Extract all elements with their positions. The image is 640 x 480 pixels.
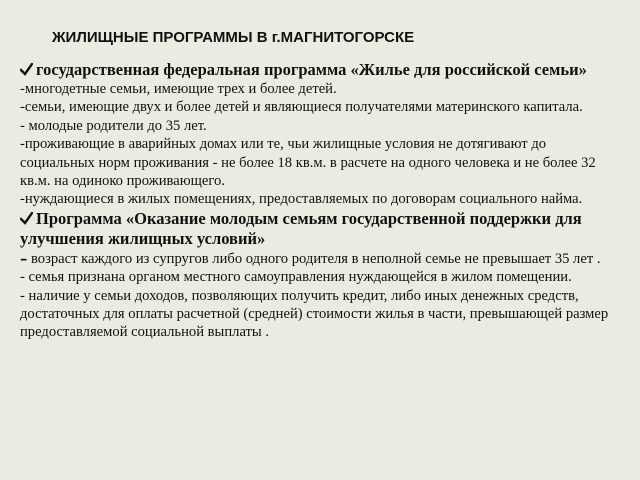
list-item: - семья признана органом местного самоуправления нуждающейся в жилом помещении.: [20, 269, 572, 286]
list-item: -нуждающиеся в жилых помещениях, предоставляемых по договорам социального найма.: [20, 191, 583, 208]
list-item: -семьи, имеющие двух и более детей и являющиеся получателями материнского капитала.: [20, 99, 583, 116]
list-item: - возраст каждого из супругов либо одного родителя в неполной семье не превышает 35 лет .: [20, 244, 601, 270]
slide-title: ЖИЛИЩНЫЕ ПРОГРАММЫ В г.МАГНИТОГОРСКЕ: [52, 29, 415, 46]
list-item: - молодые родители до 35 лет.: [20, 117, 207, 134]
list-item: -проживающие в аварийных домах или те, чьи жилищные условия не дотягивают до социальных норм проживания - не более 18 кв.м. в расчете на одного человека и не более 32 кв.м. на одиноко проживающего.: [20, 136, 596, 190]
section-heading-text: государственная федеральная программа «Жилье для российской семьи»: [36, 60, 587, 79]
checkmark-icon: [20, 63, 33, 76]
section-heading-young-families: [20, 209, 616, 249]
section-heading-federal: [20, 60, 616, 80]
section-heading-text: Программа «Оказание молодым семьям государственной поддержки для улучшения жилищных условий»: [20, 208, 582, 248]
list-item: - наличие у семьи доходов, позволяющих получить кредит, либо иных денежных средств, достаточных для оплаты расчетной (средней) стоимости жилья в части, превышающей размер предоставляемой социальной выплаты .: [20, 287, 609, 341]
list-item: -многодетные семьи, имеющие трех и более детей.: [20, 81, 337, 97]
checkmark-icon: [20, 212, 33, 225]
slide-body: [20, 60, 616, 342]
